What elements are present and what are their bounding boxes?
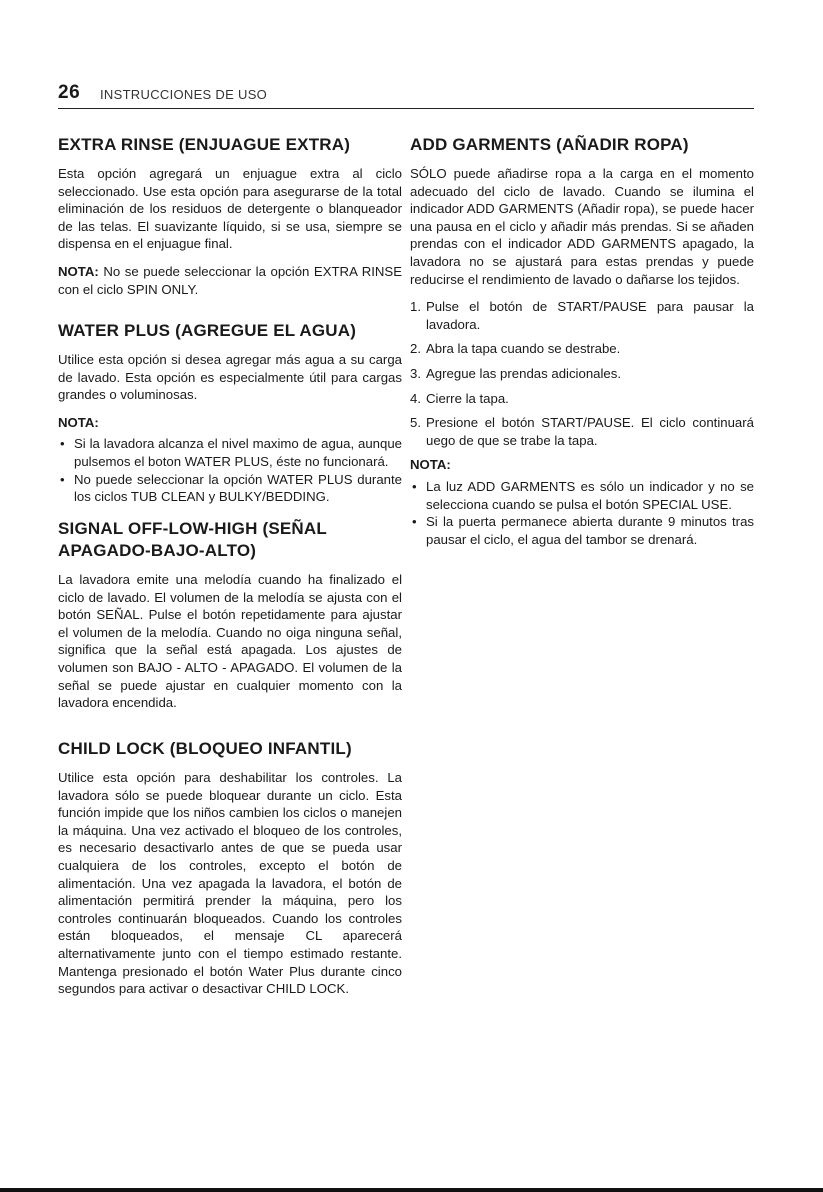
bullet-icon: •	[60, 471, 65, 487]
step-number: 1.	[410, 299, 421, 315]
running-title: INSTRUCCIONES DE USO	[100, 87, 268, 102]
bullet-icon: •	[60, 436, 65, 452]
step-number: 4.	[410, 390, 421, 406]
note-list	[410, 478, 754, 548]
section-body: SÓLO puede añadirse ropa a la carga en el momento adecuado del ciclo de lavado. Cuando se ilumina el indicador ADD GARMENTS (Añadir ropa), se puede hacer una pausa en el ciclo y añadir más prendas. Si se añaden prendas con el indicador ADD GARMENTS apagado, la lavadora no se ajustará para estas prendas y puede reducirse el rendimiento de lavado o dañarse los tejidos.	[410, 166, 754, 287]
page-number: 26	[58, 82, 81, 103]
section-add-garments	[410, 134, 754, 548]
step-item	[410, 298, 754, 333]
section-title: CHILD LOCK (BLOQUEO INFANTIL)	[58, 739, 352, 758]
step-item	[410, 365, 754, 383]
list-item	[58, 435, 402, 470]
section-water-plus	[58, 320, 402, 506]
step-text: Pulse el botón de START/PAUSE para pausar la lavadora.	[426, 299, 754, 332]
step-text: Agregue las prendas adicionales.	[426, 365, 622, 381]
step-item	[410, 390, 754, 408]
step-text: Cierre la tapa.	[426, 390, 509, 406]
note-text: No se puede seleccionar la opción EXTRA RINSE con el ciclo SPIN ONLY.	[58, 263, 402, 297]
section-child-lock	[58, 738, 402, 1008]
list-item	[58, 471, 402, 506]
list-item-text: Si la lavadora alcanza el nivel maximo de agua, aunque pulsemos el boton WATER PLUS, éste no funcionará.	[74, 436, 402, 469]
step-number: 3.	[410, 365, 421, 381]
section-body: Esta opción agregará un enjuague extra al ciclo seleccionado. Use esta opción para asegurarse de la total eliminación de los residuos de detergente o blanqueador de las telas. El suavizante líquido, si se usa, siempre se dispensa en el enjuague final.	[58, 166, 402, 252]
step-item	[410, 340, 754, 358]
list-item-text: La luz ADD GARMENTS es sólo un indicador y no se selecciona cuando se pulsa el botón SPECIAL USE.	[426, 478, 754, 512]
note-paragraph	[58, 263, 402, 298]
section-title: ADD GARMENTS (AÑADIR ROPA)	[410, 135, 689, 154]
bullet-icon: •	[412, 514, 417, 530]
section-body: La lavadora emite una melodía cuando ha finalizado el ciclo de lavado. El volumen de la melodía se ajusta con el botón SEÑAL. Pulse el botón repetidamente para ajustar el volumen de la melodía. Cuando no oiga ninguna señal, significa que la señal está apagada. Los ajustes de volumen son BAJO - ALTO - APAGADO. El volumen de la señal se puede ajustar en cualquier momento con la lavadora encendida.	[58, 572, 402, 711]
list-item	[410, 478, 754, 513]
step-number: 5.	[410, 415, 421, 431]
section-title: EXTRA RINSE (ENJUAGUE EXTRA)	[58, 135, 351, 154]
list-item	[410, 513, 754, 548]
bottom-divider	[0, 1188, 823, 1192]
step-item	[410, 414, 754, 449]
page-header	[58, 82, 754, 109]
section-body: Utilice esta opción si desea agregar más agua a su carga de lavado. Esta opción es especialmente útil para cargas grandes o voluminosas.	[58, 352, 402, 403]
note-list	[58, 435, 402, 505]
section-body: Utilice esta opción para deshabilitar los controles. La lavadora sólo se puede bloquear durante un ciclo. Esta función impide que los niños cambien los ciclos o manejen la máquina. Una vez activado el bloqueo de los controles, es necesario desactivarlo antes de que se pueda usar cualquiera de los controles, excepto el botón de alimentación. Una vez apagada la lavadora, el botón de alimentación permitirá prender la máquina, pero los controles continuarán bloqueados. Cuando los controles están bloqueados, el mensaje CL aparecerá alternativamente junto con el tiempo estimado restante. Mantenga presionado el botón Water Plus durante cinco segundos para activar o desactivar CHILD LOCK.	[58, 770, 402, 997]
step-number: 2.	[410, 341, 421, 357]
step-text: Abra la tapa cuando se destrabe.	[426, 341, 621, 357]
section-signal	[58, 518, 402, 722]
steps-list	[410, 298, 754, 449]
section-title: WATER PLUS (AGREGUE EL AGUA)	[58, 321, 357, 340]
step-text: Presione el botón START/PAUSE. El ciclo continuará uego de que se trabe la tapa.	[426, 415, 754, 448]
section-extra-rinse	[58, 134, 402, 308]
note-label: NOTA:	[58, 414, 99, 430]
list-item-text: No puede seleccionar la opción WATER PLUS durante los ciclos TUB CLEAN y BULKY/BEDDING.	[74, 471, 402, 505]
note-label: NOTA:	[410, 457, 451, 473]
note-label: NOTA:	[58, 263, 99, 279]
section-title: SIGNAL OFF-LOW-HIGH (SEÑAL APAGADO-BAJO-ALTO)	[58, 519, 327, 560]
bullet-icon: •	[412, 478, 417, 494]
list-item-text: Si la puerta permanece abierta durante 9 minutos tras pausar el ciclo, el agua del tambor se drenará.	[426, 514, 754, 547]
